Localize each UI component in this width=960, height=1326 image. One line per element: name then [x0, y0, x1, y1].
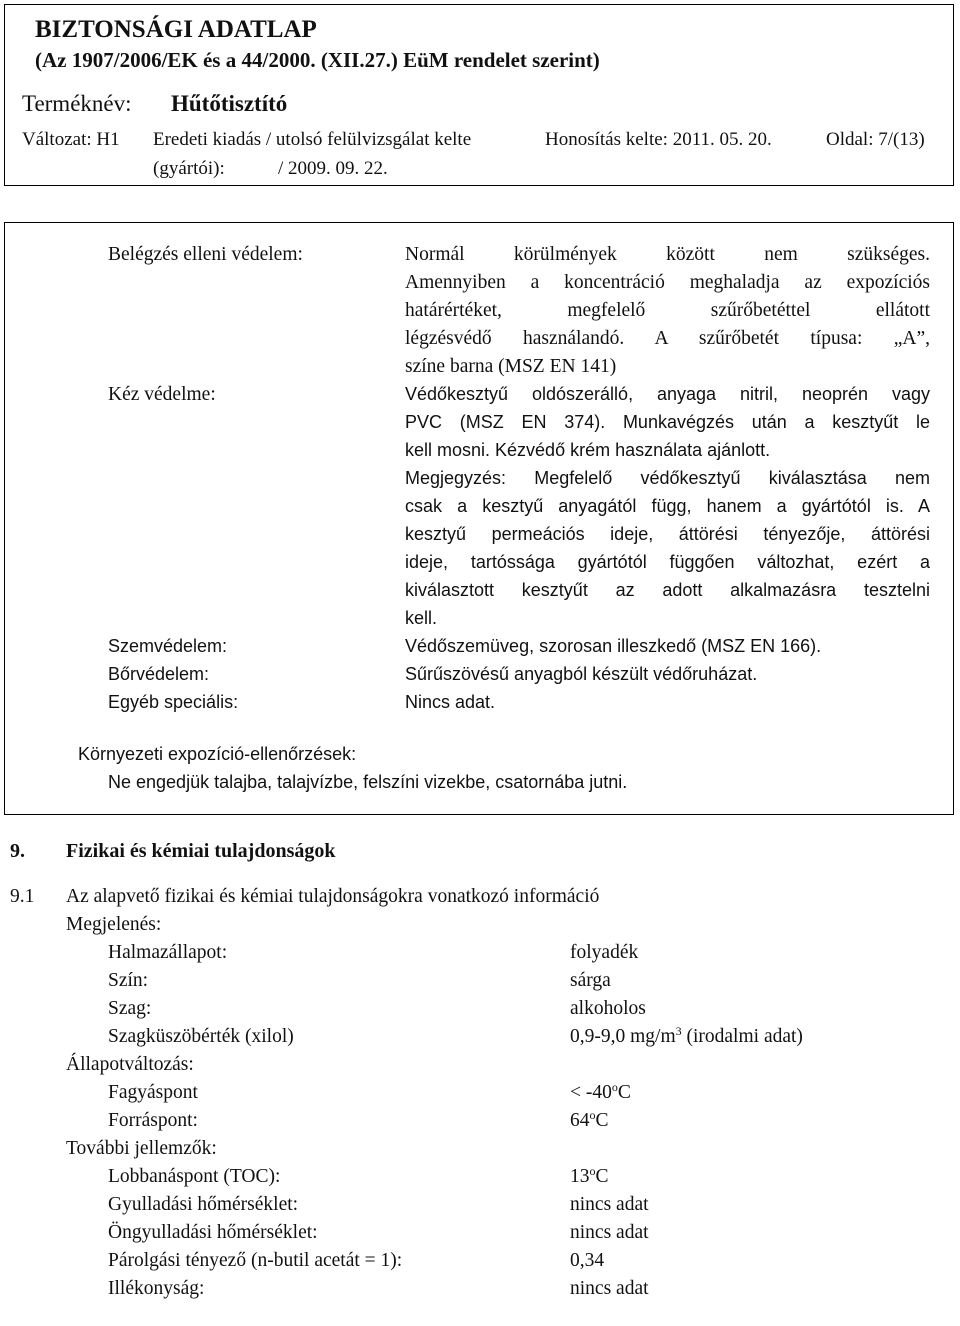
skin-label: Bőrvédelem: — [108, 664, 210, 684]
issue-label: Eredeti kiadás / utolsó felülvizsgálat kelte — [153, 129, 472, 150]
eye-value: Védőszemüveg, szorosan illeszkedő (MSZ EN 166). — [405, 636, 822, 656]
property-value: nincs adat — [570, 1222, 649, 1243]
property-value: 13$^o$C — [570, 1164, 609, 1187]
environment-value: Ne engedjük talajba, talajvízbe, felszíni vizekbe, csatornába jutni. — [108, 772, 628, 792]
property-label: Gyulladási hőmérséklet: — [108, 1194, 299, 1215]
respiratory-line: színe barna (MSZ EN 141) — [405, 356, 617, 377]
property-label: Szín: — [108, 970, 149, 991]
hand-line: kell mosni. Kézvédő krém használata ajánlott. — [405, 440, 771, 460]
issue-date: / 2009. 09. 22. — [278, 158, 388, 179]
property-value: 64$^o$C — [570, 1108, 609, 1131]
section-number: 9. — [10, 840, 25, 862]
other-label: Egyéb speciális: — [108, 692, 239, 712]
other-value: Nincs adat. — [405, 692, 496, 712]
property-value: alkoholos — [570, 998, 646, 1019]
hand-line: kell. — [405, 608, 438, 628]
hand-line: Védőkesztyű oldószerálló, anyaga nitril, neoprén vagy — [405, 384, 930, 404]
environment-label: Környezeti expozíció-ellenőrzések: — [78, 744, 357, 764]
issue-label-2: (gyártói): — [153, 158, 225, 179]
further-label: További jellemzők: — [66, 1138, 217, 1159]
localization-date: Honosítás kelte: 2011. 05. 20. — [545, 129, 772, 150]
property-label: Lobbanáspont (TOC): — [108, 1166, 281, 1187]
subsection-number: 9.1 — [10, 886, 35, 907]
page-number: Oldal: 7/(13) — [826, 129, 925, 150]
hand-line: kiválasztott kesztyűt az adott alkalmazásra tesztelni — [405, 580, 930, 600]
property-label: Szag: — [108, 998, 152, 1019]
version: Változat: H1 — [22, 129, 120, 150]
property-value: folyadék — [570, 942, 639, 963]
respiratory-label: Belégzés elleni védelem: — [108, 244, 303, 265]
property-label: Szagküszöbérték (xilol) — [108, 1026, 294, 1047]
product-name: Hűtőtisztító — [171, 91, 288, 116]
hand-line: PVC (MSZ EN 374). Munkavégzés után a kesztyűt le — [405, 412, 930, 432]
eye-label: Szemvédelem: — [108, 636, 228, 656]
property-value: 0,9-9,0 $mg/m^3$ (irodalmi adat) — [570, 1024, 803, 1047]
appearance-label: Megjelenés: — [66, 914, 162, 935]
property-label: Illékonyság: — [108, 1278, 205, 1299]
subsection-title: Az alapvető fizikai és kémiai tulajdonságokra vonatkozó információ — [66, 886, 600, 907]
hand-label: Kéz védelme: — [108, 384, 216, 405]
respiratory-line: Amennyiben a koncentráció meghaladja az expozíciós — [405, 272, 930, 293]
document-title: BIZTONSÁGI ADATLAP — [35, 16, 317, 43]
property-label: Fagyáspont — [108, 1082, 198, 1103]
property-label: Halmazállapot: — [108, 942, 228, 963]
property-label: Öngyulladási hőmérséklet: — [108, 1222, 318, 1243]
property-value: sárga — [570, 970, 611, 991]
document-subtitle: (Az 1907/2006/EK és a 44/2000. (XII.27.) EüM rendelet szerint) — [35, 48, 600, 72]
state-change-label: Állapotváltozás: — [66, 1054, 194, 1075]
property-value: < $-40^oC$ — [570, 1080, 631, 1103]
property-value: nincs adat — [570, 1278, 649, 1299]
hand-line: ideje, tartóssága gyártótól függően változhat, ezért a — [405, 552, 930, 572]
property-label: Forráspont: — [108, 1110, 198, 1131]
hand-line: csak a kesztyű anyagától függ, hanem a gyártótól is. A — [405, 496, 930, 516]
hand-line: Megjegyzés: Megfelelő védőkesztyű kiválasztása nem — [405, 468, 930, 488]
property-value: nincs adat — [570, 1194, 649, 1215]
section-title: Fizikai és kémiai tulajdonságok — [66, 840, 336, 862]
property-value: 0,34 — [570, 1250, 605, 1271]
product-label: Terméknév: — [22, 91, 132, 116]
property-label: Párolgási tényező (n-butil acetát = 1): — [108, 1250, 403, 1271]
respiratory-line: légzésvédő használandó. A szűrőbetét típusa: „A”, — [405, 328, 930, 349]
skin-value: Sűrűszövésű anyagból készült védőruházat. — [405, 664, 758, 684]
respiratory-line: Normál körülmények között nem szükséges. — [405, 244, 930, 265]
respiratory-line: határértéket, megfelelő szűrőbetéttel ellátott — [405, 300, 930, 321]
hand-line: kesztyű permeációs ideje, áttörési tényezője, áttörési — [405, 524, 930, 544]
